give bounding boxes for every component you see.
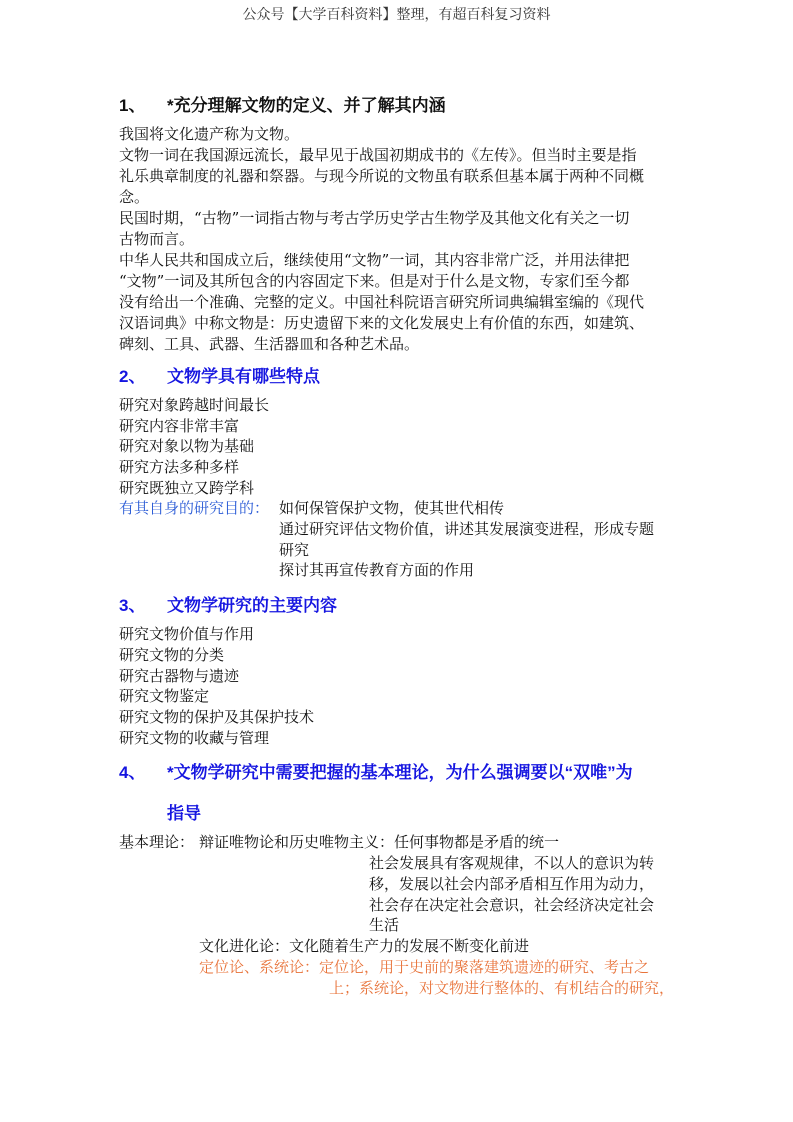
heading-4-cont: 指导 (167, 804, 201, 823)
dialectic-theory: 辩证唯物论和历史唯物主义：任何事物都是矛盾的统一 (199, 833, 560, 851)
text-line: 文物一词在我国源远流长，最早见于战国初期成书的《左传》。但当时主要是指 (119, 146, 637, 164)
text-line: 没有给出一个准确、完整的定义。中国社科院语言研究所词典编辑室编的《现代 (119, 293, 645, 311)
text-line: 移，发展以社会内部矛盾相互作用为动力， (369, 874, 655, 893)
evolution-theory: 文化进化论：文化随着生产力的发展不断变化前进 (199, 937, 530, 955)
text-line: 研究对象以物为基础 (119, 437, 255, 456)
heading-title: 文物学具有哪些特点 (167, 367, 320, 386)
text-line: 汉语词典》中称文物是：历史遗留下来的文化发展史上有价值的东西，如建筑、 (119, 314, 645, 332)
text-line: “文物”一词及其所包含的内容固定下来。但是对于什么是文物，专家们至今都 (119, 272, 630, 290)
text-line: 民国时期，“古物”一词指古物与考古学历史学古生物学及其他文化有关之一切 (119, 209, 630, 227)
heading-4 (119, 758, 633, 783)
text-line: 研究 (279, 540, 310, 559)
text-line: 研究既独立又跨学科 (119, 478, 255, 497)
heading-2 (119, 362, 320, 387)
heading-number: 1、 (119, 96, 146, 115)
text-line: 社会存在决定社会意识，社会经济决定社会 (369, 895, 655, 914)
text-line: 研究文物的分类 (119, 645, 225, 664)
text-line: 生活 (369, 916, 400, 935)
text-line: 碑刻、工具、武器、生活器皿和各种艺术品。 (119, 335, 420, 353)
text-line: 研究文物价值与作用 (119, 625, 255, 643)
text-line: 研究文物鉴定 (119, 687, 210, 706)
heading-number: 2、 (119, 367, 146, 386)
text-line: 念。 (119, 188, 150, 206)
heading-number: 3、 (119, 596, 146, 615)
text-line: 研究古器物与遗迹 (119, 666, 240, 685)
text-line: 研究内容非常丰富 (119, 416, 240, 435)
text-line: 探讨其再宣传教育方面的作用 (279, 561, 475, 580)
heading-1 (119, 91, 446, 116)
heading-3 (119, 591, 337, 616)
text-line: 如何保管保护文物，使其世代相传 (279, 499, 505, 517)
text-line: 研究对象跨越时间最长 (119, 396, 270, 414)
position-theory-cont: 上；系统论，对文物进行整体的、有机结合的研究， (329, 979, 675, 997)
purpose-label: 有其自身的研究目的： (119, 499, 270, 517)
heading-title: *充分理解文物的定义、并了解其内涵 (167, 96, 446, 115)
basic-theory-label: 基本理论： (119, 833, 195, 851)
heading-title: *文物学研究中需要把握的基本理论，为什么强调要以“双唯”为 (167, 763, 633, 782)
text-line: 研究文物的收藏与管理 (119, 729, 270, 747)
text-line: 中华人民共和国成立后，继续使用“文物”一词，其内容非常广泛，并用法律把 (119, 251, 630, 269)
text-line: 社会发展具有客观规律，不以人的意识为转 (369, 854, 655, 872)
text-line: 研究方法多种多样 (119, 458, 240, 477)
text-line: 研究文物的保护及其保护技术 (119, 708, 315, 727)
text-line: 我国将文化遗产称为文物。 (119, 125, 300, 143)
heading-title: 文物学研究的主要内容 (167, 596, 337, 615)
page-header: 公众号【大学百科资料】整理，有超百科复习资料 (242, 7, 551, 23)
text-line: 礼乐典章制度的礼器和祭器。与现今所说的文物虽有联系但基本属于两种不同概 (119, 167, 645, 185)
position-theory: 定位论、系统论：定位论，用于史前的聚落建筑遗迹的研究、考古之 (199, 958, 650, 976)
text-line: 古物而言。 (119, 230, 195, 248)
heading-number: 4、 (119, 763, 146, 782)
text-line: 通过研究评估文物价值，讲述其发展演变进程，形成专题 (279, 519, 655, 538)
